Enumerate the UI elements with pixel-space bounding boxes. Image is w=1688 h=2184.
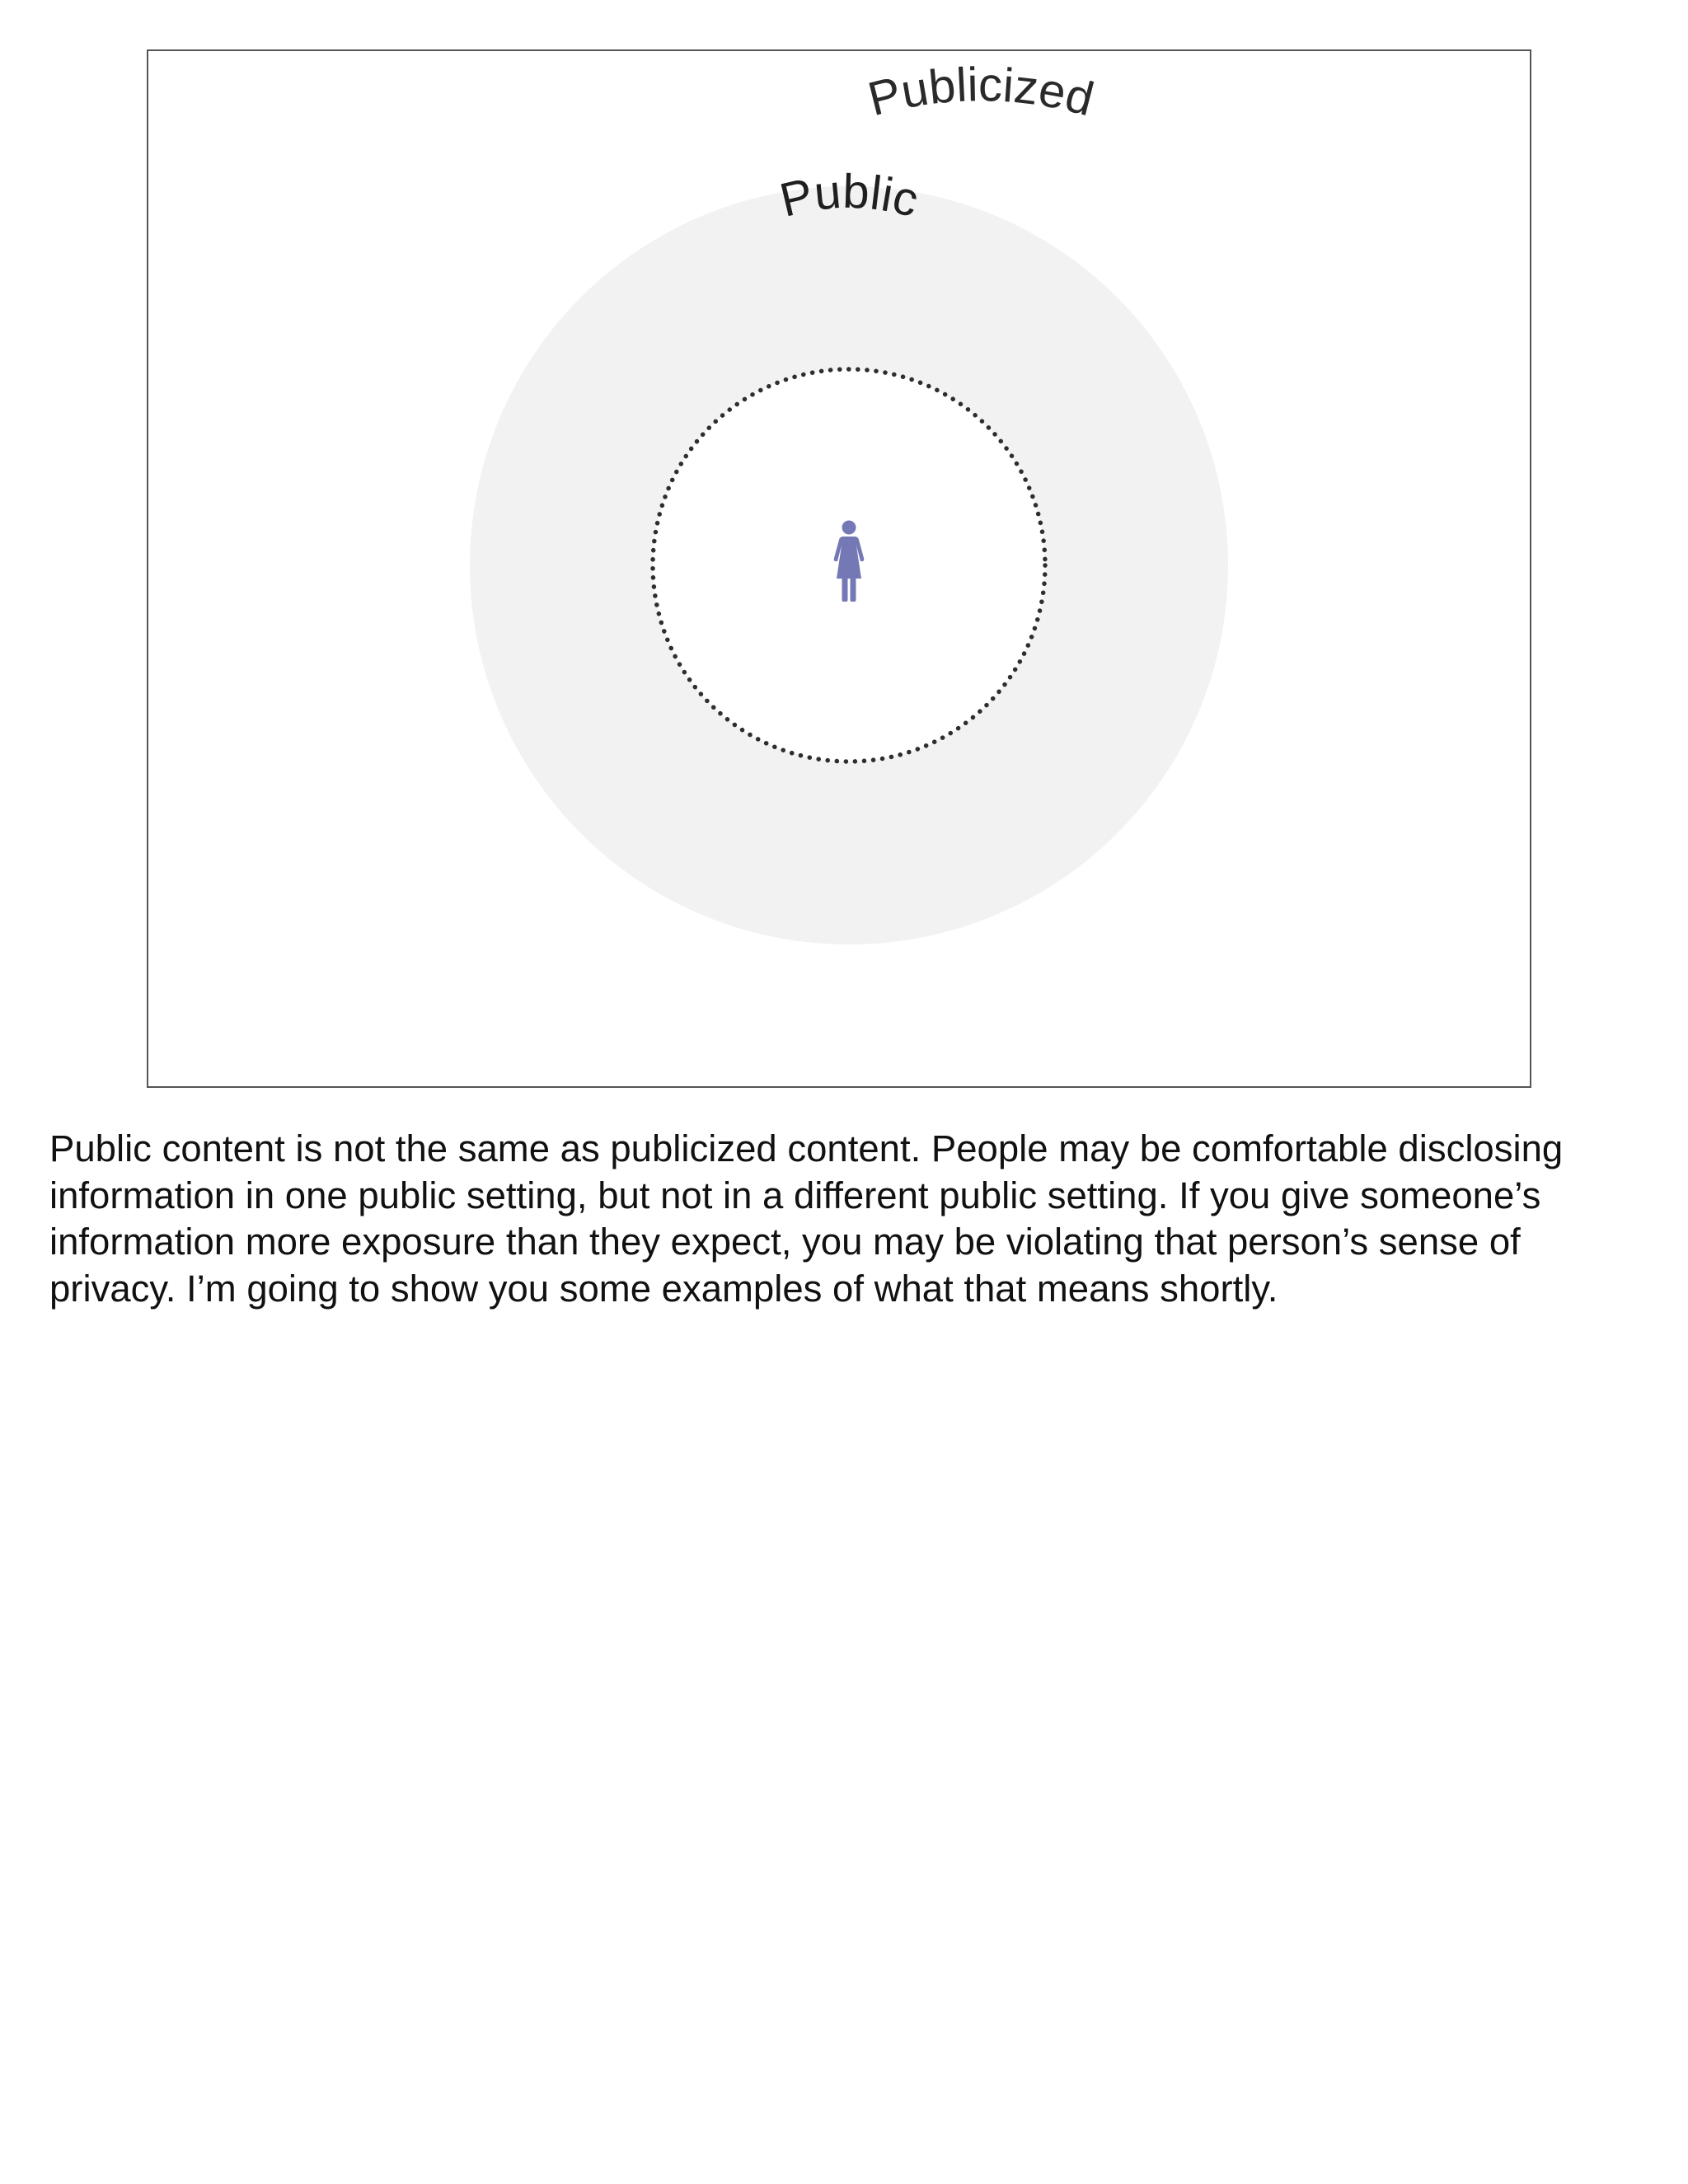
privacy-diagram — [148, 51, 1530, 1086]
public-label: Public — [775, 164, 924, 228]
speaker-notes: Public content is not the same as publicized content. People may be comfortable disclosing information in one public setting, but not in a different public setting. If you give someone’s information more exposure than they expect, you may be violating that person’s sense of privacy. I’m going to show you some examples of what that means shortly. — [49, 1127, 1564, 1310]
slide-frame — [147, 49, 1531, 1088]
publicized-label: Publicized — [862, 58, 1100, 127]
